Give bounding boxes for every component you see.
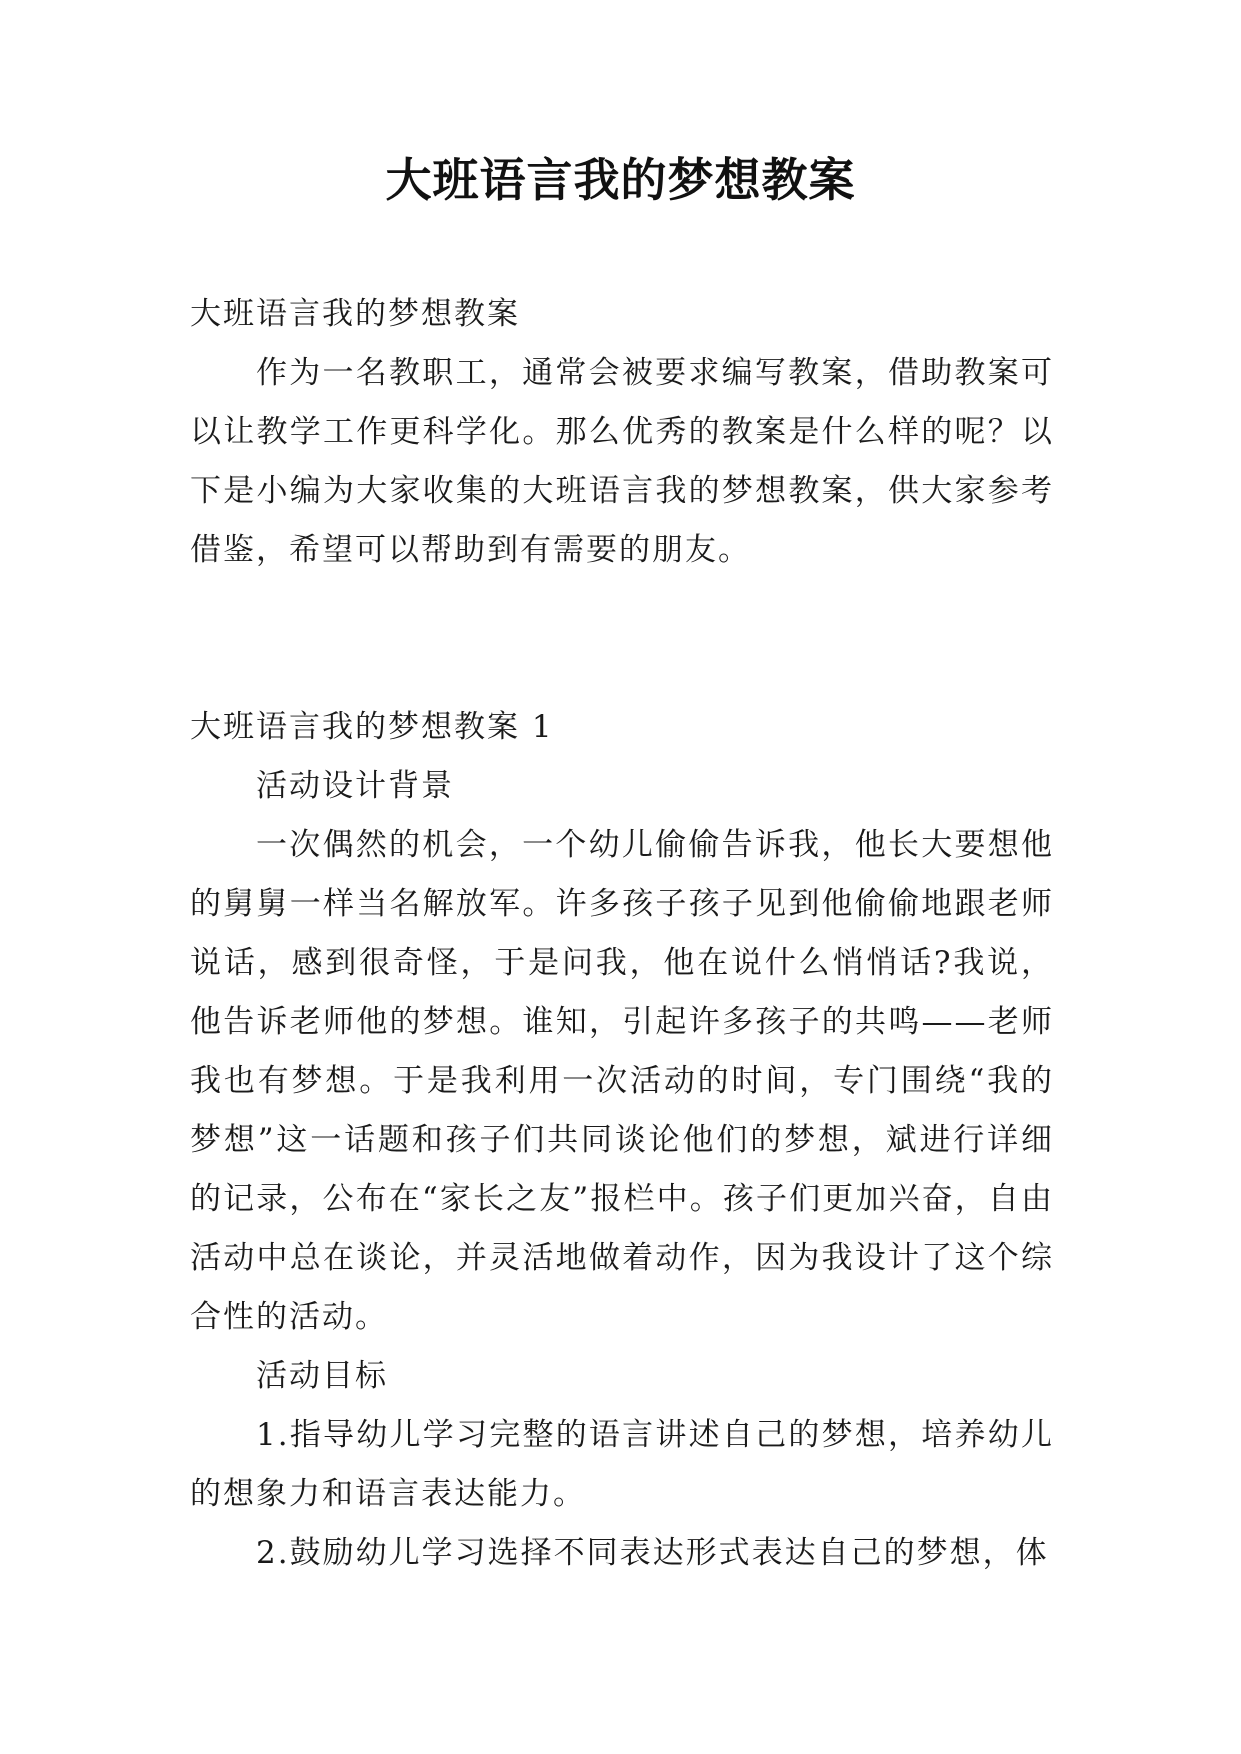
intro-heading: 大班语言我的梦想教案 bbox=[190, 296, 520, 332]
intro-paragraph: 作为一名教职工，通常会被要求编写教案，借助教案可以让教学工作更科学化。那么优秀的教案是什么样的呢？以下是小编为大家收集的大班语言我的梦想教案，供大家参考借鉴，希望可以帮助到有需要的朋友。 bbox=[190, 355, 1054, 568]
goals-heading: 活动目标 bbox=[256, 1358, 388, 1394]
goal-item-2: 2.鼓励幼儿学习选择不同表达形式表达自己的梦想，体 bbox=[256, 1535, 1049, 1571]
background-heading: 活动设计背景 bbox=[256, 768, 454, 804]
goal-item-1: 1.指导幼儿学习完整的语言讲述自己的梦想，培养幼儿的想象力和语言表达能力。 bbox=[190, 1417, 1054, 1512]
document-body bbox=[190, 285, 1054, 1583]
section1-heading: 大班语言我的梦想教案 1 bbox=[190, 709, 554, 745]
background-paragraph: 一次偶然的机会，一个幼儿偷偷告诉我，他长大要想他的舅舅一样当名解放军。许多孩子孩子见到他偷偷地跟老师说话，感到很奇怪，于是问我，他在说什么悄悄话?我说，他告诉老师他的梦想。谁知，引起许多孩子的共鸣——老师我也有梦想。于是我利用一次活动的时间，专门围绕“我的梦想”这一话题和孩子们共同谈论他们的梦想，斌进行详细的记录，公布在“家长之友”报栏中。孩子们更加兴奋，自由活动中总在谈论，并灵活地做着动作，因为我设计了这个综合性的活动。 bbox=[190, 827, 1054, 1335]
document-title: 大班语言我的梦想教案 bbox=[385, 153, 856, 207]
section-spacer bbox=[190, 580, 1054, 698]
